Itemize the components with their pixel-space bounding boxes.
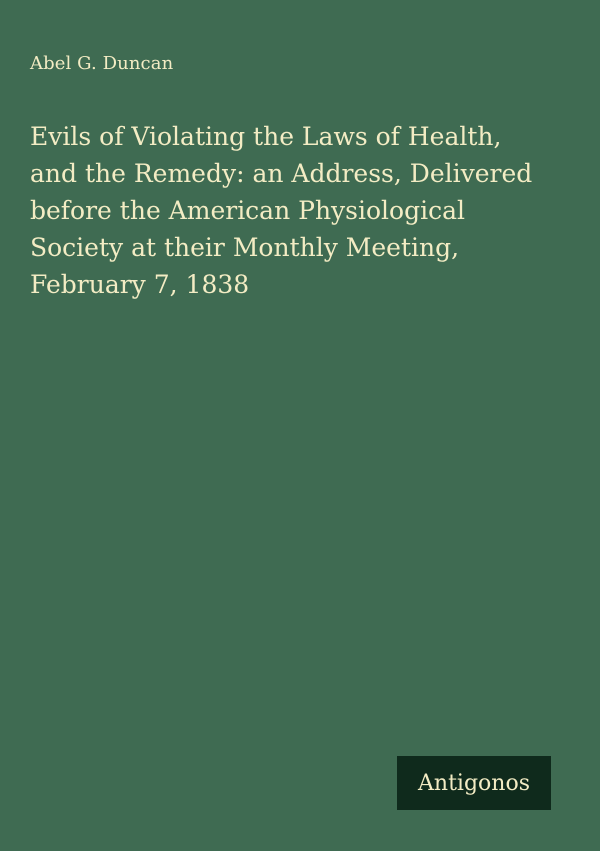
publisher-name: Antigonos (418, 770, 530, 796)
book-title (30, 118, 575, 303)
title-line: and the Remedy: an Address, Delivered (30, 159, 533, 188)
publisher-badge (397, 756, 551, 810)
title-line: Evils of Violating the Laws of Health, (30, 122, 502, 151)
title-line: Society at their Monthly Meeting, (30, 233, 460, 262)
author-name: Abel G. Duncan (30, 53, 174, 74)
title-line: before the American Physiological (30, 196, 466, 225)
title-line: February 7, 1838 (30, 270, 250, 299)
